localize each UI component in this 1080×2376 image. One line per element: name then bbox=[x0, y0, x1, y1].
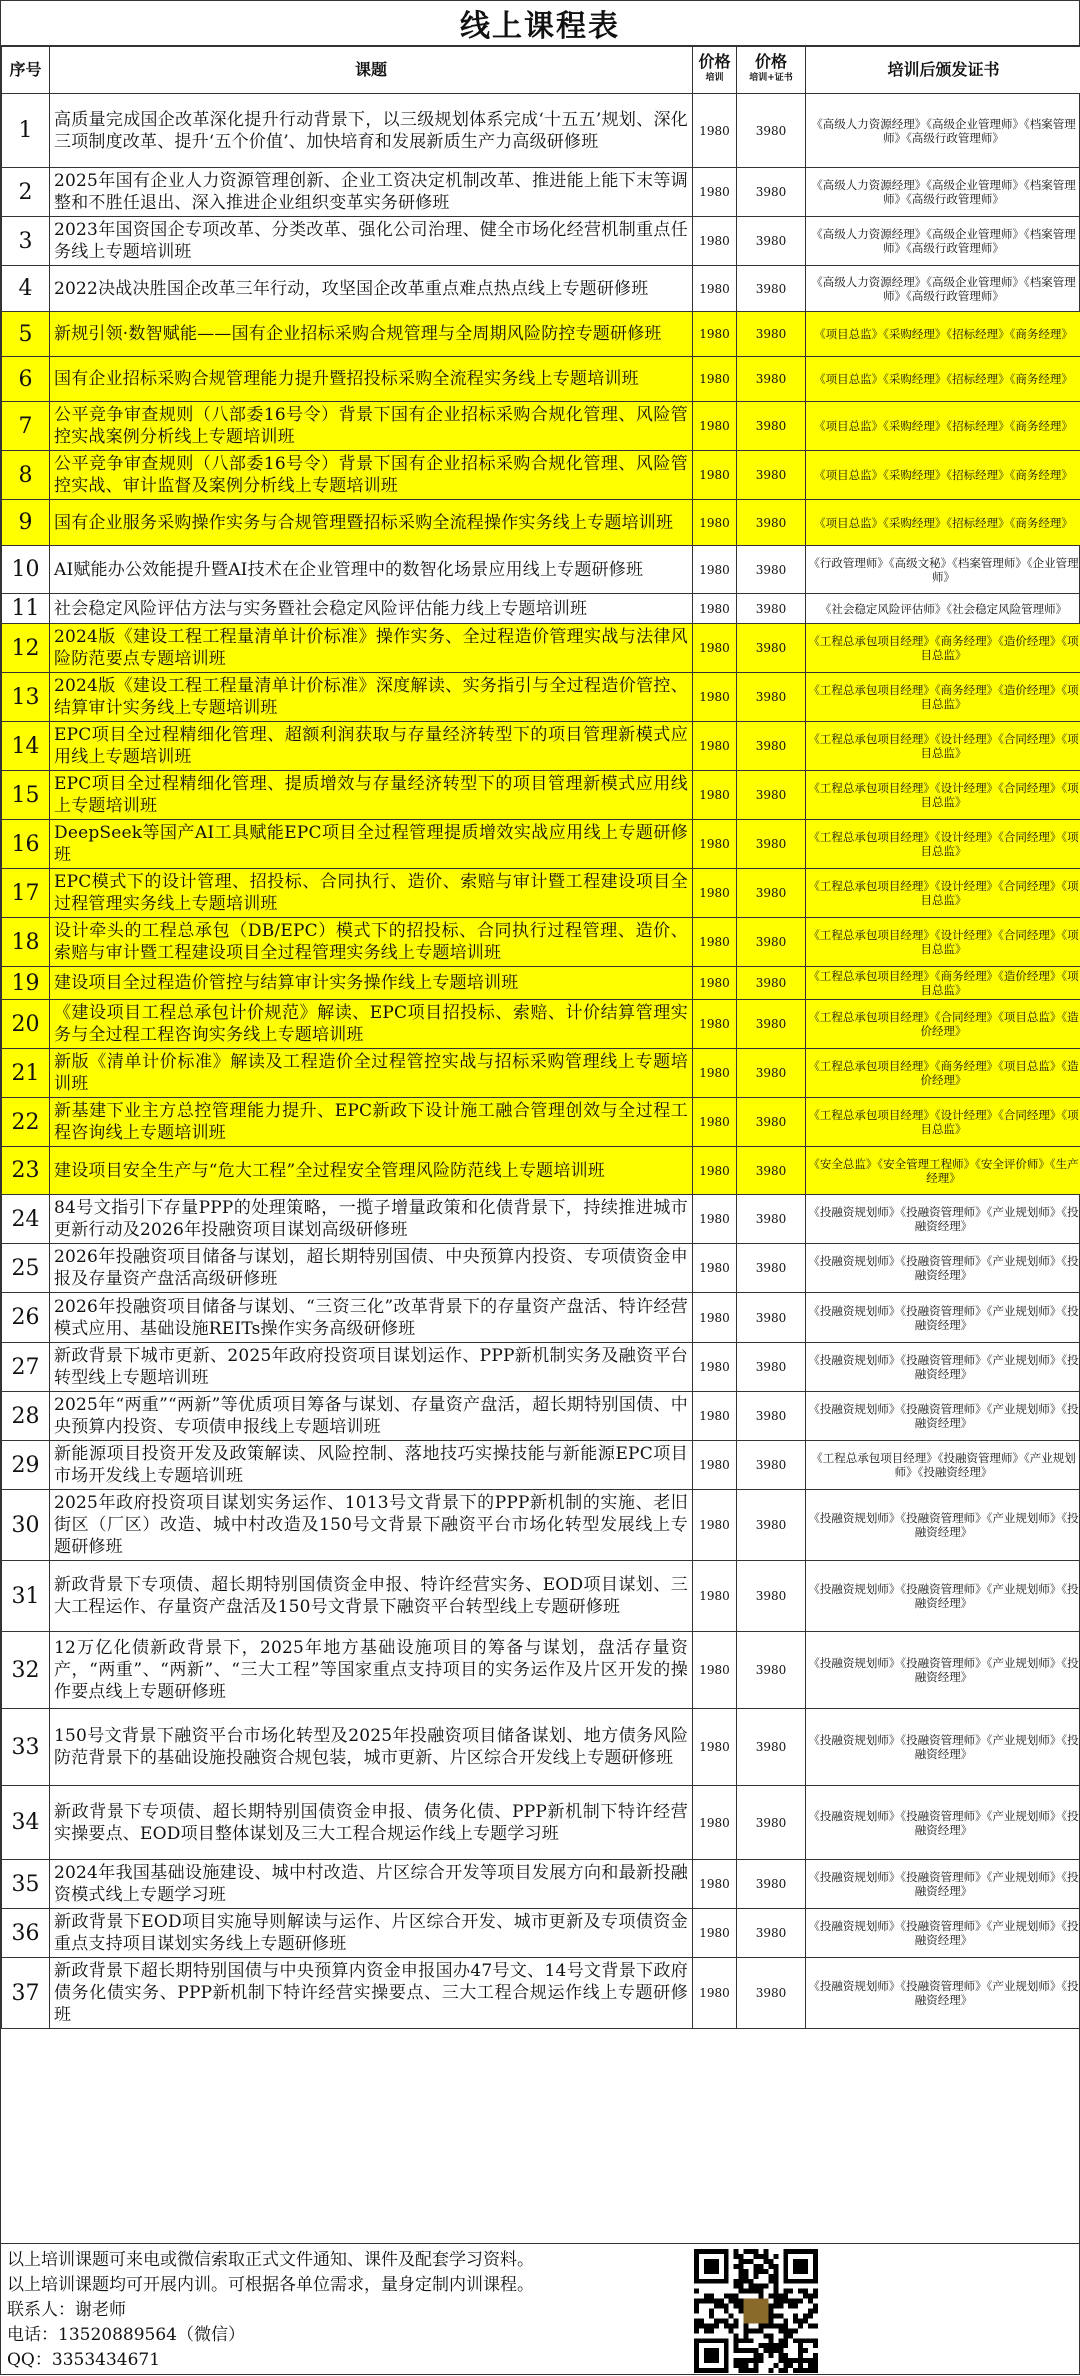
certificates: 《高级人力资源经理》《高级企业管理师》《档案管理师》《高级行政管理师》 bbox=[806, 266, 1080, 312]
certificates: 《投融资规划师》《投融资管理师》《产业规划师》《投融资经理》 bbox=[806, 1392, 1080, 1441]
table-row bbox=[2, 546, 1080, 594]
price-training: 1980 bbox=[693, 722, 737, 771]
certificates: 《工程总承包项目经理》《投融资管理师》《产业规划师》《投融资经理》 bbox=[806, 1441, 1080, 1490]
table-row bbox=[2, 1441, 1080, 1490]
row-number: 33 bbox=[2, 1709, 50, 1786]
certificates: 《工程总承包项目经理》《设计经理》《合同经理》《项目总监》 bbox=[806, 771, 1080, 820]
course-title: 新政背景下城市更新、2025年政府投资项目谋划运作、PPP新机制实务及融资平台转型线上专题培训班 bbox=[50, 1343, 693, 1392]
course-title: EPC模式下的设计管理、招投标、合同执行、造价、索赔与审计暨工程建设项目全过程管理实务线上专题培训班 bbox=[50, 869, 693, 918]
price-training: 1980 bbox=[693, 820, 737, 869]
row-number: 11 bbox=[2, 594, 50, 624]
row-number: 23 bbox=[2, 1147, 50, 1195]
course-title: 2024版《建设工程工程量清单计价标准》操作实务、全过程造价管理实战与法律风险防范要点专题培训班 bbox=[50, 624, 693, 673]
certificates: 《社会稳定风险评估师》《社会稳定风险管理师》 bbox=[806, 594, 1080, 624]
row-number: 37 bbox=[2, 1958, 50, 2029]
table-row bbox=[2, 1147, 1080, 1195]
course-title: 2022决战决胜国企改革三年行动，攻坚国企改革重点难点热点线上专题研修班 bbox=[50, 266, 693, 312]
price-with-cert: 3980 bbox=[737, 546, 806, 594]
table-row bbox=[2, 594, 1080, 624]
table-row bbox=[2, 94, 1080, 168]
header-price-cert-label: 价格 bbox=[755, 52, 787, 71]
certificates: 《项目总监》《采购经理》《招标经理》《商务经理》 bbox=[806, 500, 1080, 546]
price-training: 1980 bbox=[693, 217, 737, 266]
certificates: 《投融资规划师》《投融资管理师》《产业规划师》《投融资经理》 bbox=[806, 1860, 1080, 1909]
certificates: 《工程总承包项目经理》《商务经理》《项目总监》《造价经理》 bbox=[806, 1049, 1080, 1098]
certificates: 《工程总承包项目经理》《商务经理》《造价经理》《项目总监》 bbox=[806, 967, 1080, 1000]
certificates: 《项目总监》《采购经理》《招标经理》《商务经理》 bbox=[806, 357, 1080, 402]
table-row bbox=[2, 451, 1080, 500]
price-with-cert: 3980 bbox=[737, 1098, 806, 1147]
certificates: 《投融资规划师》《投融资管理师》《产业规划师》《投融资经理》 bbox=[806, 1244, 1080, 1293]
table-row bbox=[2, 967, 1080, 1000]
certificates: 《项目总监》《采购经理》《招标经理》《商务经理》 bbox=[806, 451, 1080, 500]
row-number: 36 bbox=[2, 1909, 50, 1958]
table-row bbox=[2, 1049, 1080, 1098]
certificates: 《工程总承包项目经理》《设计经理》《合同经理》《项目总监》 bbox=[806, 820, 1080, 869]
certificates: 《工程总承包项目经理》《合同经理》《项目总监》《造价经理》 bbox=[806, 1000, 1080, 1049]
price-training: 1980 bbox=[693, 594, 737, 624]
price-training: 1980 bbox=[693, 673, 737, 722]
row-number: 6 bbox=[2, 357, 50, 402]
course-title: 新政背景下超长期特别国债与中央预算内资金申报国办47号文、14号文背景下政府债务化债实务、PPP新机制下特许经营实操要点、三大工程合规运作线上专题研修班 bbox=[50, 1958, 693, 2029]
course-title: 新基建下业主方总控管理能力提升、EPC新政下设计施工融合管理创效与全过程工程咨询线上专题培训班 bbox=[50, 1098, 693, 1147]
price-training: 1980 bbox=[693, 94, 737, 168]
row-number: 19 bbox=[2, 967, 50, 1000]
course-title: 建设项目全过程造价管控与结算审计实务操作线上专题培训班 bbox=[50, 967, 693, 1000]
price-with-cert: 3980 bbox=[737, 312, 806, 357]
course-title: 新版《清单计价标准》解读及工程造价全过程管控实战与招标采购管理线上专题培训班 bbox=[50, 1049, 693, 1098]
footer-line-materials: 以上培训课题可来电或微信索取正式文件通知、课件及配套学习资料。 bbox=[7, 2248, 534, 2273]
price-with-cert: 3980 bbox=[737, 1909, 806, 1958]
table-row bbox=[2, 918, 1080, 967]
row-number: 8 bbox=[2, 451, 50, 500]
price-training: 1980 bbox=[693, 1392, 737, 1441]
header-price-training-sub: 培训 bbox=[693, 70, 736, 86]
table-row bbox=[2, 402, 1080, 451]
course-title: 新政背景下专项债、超长期特别国债资金申报、债务化债、PPP新机制下特许经营实操要点、EOD项目整体谋划及三大工程合规运作线上专题学习班 bbox=[50, 1786, 693, 1860]
price-training: 1980 bbox=[693, 1860, 737, 1909]
table-row bbox=[2, 266, 1080, 312]
row-number: 34 bbox=[2, 1786, 50, 1860]
price-training: 1980 bbox=[693, 1293, 737, 1343]
table-row bbox=[2, 500, 1080, 546]
certificates: 《投融资规划师》《投融资管理师》《产业规划师》《投融资经理》 bbox=[806, 1786, 1080, 1860]
price-with-cert: 3980 bbox=[737, 1561, 806, 1632]
table-row bbox=[2, 1392, 1080, 1441]
certificates: 《工程总承包项目经理》《商务经理》《造价经理》《项目总监》 bbox=[806, 673, 1080, 722]
certificates: 《项目总监》《采购经理》《招标经理》《商务经理》 bbox=[806, 402, 1080, 451]
price-with-cert: 3980 bbox=[737, 1147, 806, 1195]
row-number: 3 bbox=[2, 217, 50, 266]
course-title: EPC项目全过程精细化管理、提质增效与存量经济转型下的项目管理新模式应用线上专题培训班 bbox=[50, 771, 693, 820]
footer-line-inhouse: 以上培训课题均可开展内训。可根据各单位需求，量身定制内训课程。 bbox=[7, 2273, 534, 2298]
course-title: 2024年我国基础设施建设、城中村改造、片区综合开发等项目发展方向和最新投融资模式线上专题学习班 bbox=[50, 1860, 693, 1909]
header-price-training-label: 价格 bbox=[698, 52, 730, 71]
row-number: 10 bbox=[2, 546, 50, 594]
price-with-cert: 3980 bbox=[737, 624, 806, 673]
course-title: DeepSeek等国产AI工具赋能EPC项目全过程管理提质增效实战应用线上专题研修班 bbox=[50, 820, 693, 869]
certificates: 《高级人力资源经理》《高级企业管理师》《档案管理师》《高级行政管理师》 bbox=[806, 94, 1080, 168]
footer-line-qq: QQ：3353434671 bbox=[7, 2348, 534, 2373]
certificates: 《投融资规划师》《投融资管理师》《产业规划师》《投融资经理》 bbox=[806, 1709, 1080, 1786]
price-training: 1980 bbox=[693, 1195, 737, 1244]
certificates: 《行政管理师》《高级文秘》《档案管理师》《企业管理师》 bbox=[806, 546, 1080, 594]
course-title: 建设项目安全生产与“危大工程”全过程安全管理风险防范线上专题培训班 bbox=[50, 1147, 693, 1195]
row-number: 2 bbox=[2, 168, 50, 217]
table-row bbox=[2, 1958, 1080, 2029]
row-number: 12 bbox=[2, 624, 50, 673]
course-title: 社会稳定风险评估方法与实务暨社会稳定风险评估能力线上专题培训班 bbox=[50, 594, 693, 624]
price-with-cert: 3980 bbox=[737, 594, 806, 624]
certificates: 《安全总监》《安全管理工程师》《安全评价师》《生产经理》 bbox=[806, 1147, 1080, 1195]
price-training: 1980 bbox=[693, 546, 737, 594]
table-row bbox=[2, 624, 1080, 673]
price-with-cert: 3980 bbox=[737, 1049, 806, 1098]
course-title: 设计牵头的工程总承包（DB/EPC）模式下的招投标、合同执行过程管理、造价、索赔与审计暨工程建设项目全过程管理实务线上专题培训班 bbox=[50, 918, 693, 967]
header-price-cert-sub: 培训+证书 bbox=[737, 70, 805, 86]
footer-contact bbox=[1, 2243, 1080, 2376]
row-number: 22 bbox=[2, 1098, 50, 1147]
price-training: 1980 bbox=[693, 1786, 737, 1860]
row-number: 5 bbox=[2, 312, 50, 357]
price-training: 1980 bbox=[693, 168, 737, 217]
certificates: 《投融资规划师》《投融资管理师》《产业规划师》《投融资经理》 bbox=[806, 1195, 1080, 1244]
price-with-cert: 3980 bbox=[737, 266, 806, 312]
row-number: 9 bbox=[2, 500, 50, 546]
course-title: 国有企业服务采购操作实务与合规管理暨招标采购全流程操作实务线上专题培训班 bbox=[50, 500, 693, 546]
course-title: 新政背景下EOD项目实施导则解读与运作、片区综合开发、城市更新及专项债资金重点支持项目谋划实务线上专题研修班 bbox=[50, 1909, 693, 1958]
price-training: 1980 bbox=[693, 1147, 737, 1195]
price-with-cert: 3980 bbox=[737, 357, 806, 402]
certificates: 《工程总承包项目经理》《设计经理》《合同经理》《项目总监》 bbox=[806, 869, 1080, 918]
course-title: 新政背景下专项债、超长期特别国债资金申报、特许经营实务、EOD项目谋划、三大工程运作、存量资产盘活及150号文背景下融资平台转型线上专题研修班 bbox=[50, 1561, 693, 1632]
price-training: 1980 bbox=[693, 1632, 737, 1709]
certificates: 《工程总承包项目经理》《设计经理》《合同经理》《项目总监》 bbox=[806, 722, 1080, 771]
course-title: 2025年政府投资项目谋划实务运作、1013号文背景下的PPP新机制的实施、老旧街区（厂区）改造、城中村改造及150号文背景下融资平台市场化转型发展线上专题研修班 bbox=[50, 1490, 693, 1561]
table-header-row bbox=[2, 47, 1080, 94]
footer-line-phone: 电话：13520889564（微信） bbox=[7, 2323, 534, 2348]
price-with-cert: 3980 bbox=[737, 168, 806, 217]
table-row bbox=[2, 168, 1080, 217]
row-number: 13 bbox=[2, 673, 50, 722]
page-title: 线上课程表 bbox=[1, 1, 1079, 46]
certificates: 《投融资规划师》《投融资管理师》《产业规划师》《投融资经理》 bbox=[806, 1909, 1080, 1958]
price-training: 1980 bbox=[693, 1098, 737, 1147]
table-row bbox=[2, 771, 1080, 820]
price-training: 1980 bbox=[693, 451, 737, 500]
row-number: 18 bbox=[2, 918, 50, 967]
course-title: 150号文背景下融资平台市场化转型及2025年投融资项目储备谋划、地方债务风险防范背景下的基础设施投融资合规包装，城市更新、片区综合开发线上专题研修班 bbox=[50, 1709, 693, 1786]
price-training: 1980 bbox=[693, 1909, 737, 1958]
certificates: 《工程总承包项目经理》《设计经理》《合同经理》《项目总监》 bbox=[806, 918, 1080, 967]
course-title: 公平竞争审查规则（八部委16号令）背景下国有企业招标采购合规化管理、风险管控实战、审计监督及案例分析线上专题培训班 bbox=[50, 451, 693, 500]
certificates: 《投融资规划师》《投融资管理师》《产业规划师》《投融资经理》 bbox=[806, 1632, 1080, 1709]
course-title: 新能源项目投资开发及政策解读、风险控制、落地技巧实操技能与新能源EPC项目市场开发线上专题培训班 bbox=[50, 1441, 693, 1490]
course-title: 2025年“两重”“两新”等优质项目筹备与谋划、存量资产盘活，超长期特别国债、中央预算内投资、专项债申报线上专题培训班 bbox=[50, 1392, 693, 1441]
price-with-cert: 3980 bbox=[737, 869, 806, 918]
certificates: 《投融资规划师》《投融资管理师》《产业规划师》《投融资经理》 bbox=[806, 1561, 1080, 1632]
row-number: 20 bbox=[2, 1000, 50, 1049]
price-with-cert: 3980 bbox=[737, 1786, 806, 1860]
course-title: EPC项目全过程精细化管理、超额利润获取与存量经济转型下的项目管理新模式应用线上专题培训班 bbox=[50, 722, 693, 771]
row-number: 35 bbox=[2, 1860, 50, 1909]
table-row bbox=[2, 722, 1080, 771]
price-training: 1980 bbox=[693, 402, 737, 451]
table-row bbox=[2, 1561, 1080, 1632]
certificates: 《工程总承包项目经理》《商务经理》《造价经理》《项目总监》 bbox=[806, 624, 1080, 673]
price-with-cert: 3980 bbox=[737, 1343, 806, 1392]
price-training: 1980 bbox=[693, 500, 737, 546]
price-training: 1980 bbox=[693, 357, 737, 402]
header-certificates: 培训后颁发证书 bbox=[806, 47, 1080, 94]
row-number: 25 bbox=[2, 1244, 50, 1293]
row-number: 26 bbox=[2, 1293, 50, 1343]
price-with-cert: 3980 bbox=[737, 722, 806, 771]
price-training: 1980 bbox=[693, 1244, 737, 1293]
certificates: 《项目总监》《采购经理》《招标经理》《商务经理》 bbox=[806, 312, 1080, 357]
table-row bbox=[2, 1098, 1080, 1147]
certificates: 《投融资规划师》《投融资管理师》《产业规划师》《投融资经理》 bbox=[806, 1343, 1080, 1392]
course-title: 2023年国资国企专项改革、分类改革、强化公司治理、健全市场化经营机制重点任务线上专题培训班 bbox=[50, 217, 693, 266]
table-row bbox=[2, 1490, 1080, 1561]
row-number: 17 bbox=[2, 869, 50, 918]
table-row bbox=[2, 1293, 1080, 1343]
row-number: 21 bbox=[2, 1049, 50, 1098]
course-title: 《建设项目工程总承包计价规范》解读、EPC项目招投标、索赔、计价结算管理实务与全过程工程咨询实务线上专题培训班 bbox=[50, 1000, 693, 1049]
course-title: 12万亿化债新政背景下，2025年地方基础设施项目的筹备与谋划，盘活存量资产，“两重”、“两新”、“三大工程”等国家重点支持项目的实务运作及片区开发的操作要点线上专题研修班 bbox=[50, 1632, 693, 1709]
price-with-cert: 3980 bbox=[737, 1244, 806, 1293]
price-training: 1980 bbox=[693, 967, 737, 1000]
price-with-cert: 3980 bbox=[737, 1000, 806, 1049]
price-training: 1980 bbox=[693, 1343, 737, 1392]
price-training: 1980 bbox=[693, 312, 737, 357]
price-with-cert: 3980 bbox=[737, 217, 806, 266]
course-title: 新规引领·数智赋能——国有企业招标采购合规管理与全周期风险防控专题研修班 bbox=[50, 312, 693, 357]
header-name: 课题 bbox=[50, 47, 693, 94]
certificates: 《高级人力资源经理》《高级企业管理师》《档案管理师》《高级行政管理师》 bbox=[806, 217, 1080, 266]
course-title: AI赋能办公效能提升暨AI技术在企业管理中的数智化场景应用线上专题研修班 bbox=[50, 546, 693, 594]
table-row bbox=[2, 1860, 1080, 1909]
course-title: 2024版《建设工程工程量清单计价标准》深度解读、实务指引与全过程造价管控、结算审计实务线上专题培训班 bbox=[50, 673, 693, 722]
certificates: 《工程总承包项目经理》《设计经理》《合同经理》《项目总监》 bbox=[806, 1098, 1080, 1147]
row-number: 27 bbox=[2, 1343, 50, 1392]
price-with-cert: 3980 bbox=[737, 402, 806, 451]
footer-line-contact: 联系人：谢老师 bbox=[7, 2298, 534, 2323]
price-with-cert: 3980 bbox=[737, 500, 806, 546]
table-row bbox=[2, 1909, 1080, 1958]
table-row bbox=[2, 1343, 1080, 1392]
price-with-cert: 3980 bbox=[737, 1441, 806, 1490]
price-with-cert: 3980 bbox=[737, 1958, 806, 2029]
course-title: 2026年投融资项目储备与谋划、“三资三化”改革背景下的存量资产盘活、特许经营模式应用、基础设施REITs操作实务高级研修班 bbox=[50, 1293, 693, 1343]
row-number: 32 bbox=[2, 1632, 50, 1709]
table-row bbox=[2, 217, 1080, 266]
course-title: 高质量完成国企改革深化提升行动背景下，以三级规划体系完成‘十五五’规划、深化三项制度改革、提升‘五个价值’、加快培育和发展新质生产力高级研修班 bbox=[50, 94, 693, 168]
table-row bbox=[2, 1244, 1080, 1293]
table-row bbox=[2, 820, 1080, 869]
course-title: 公平竞争审查规则（八部委16号令）背景下国有企业招标采购合规化管理、风险管控实战案例分析线上专题培训班 bbox=[50, 402, 693, 451]
price-with-cert: 3980 bbox=[737, 1632, 806, 1709]
header-price-cert bbox=[737, 47, 806, 94]
table-row bbox=[2, 1000, 1080, 1049]
row-number: 7 bbox=[2, 402, 50, 451]
certificates: 《投融资规划师》《投融资管理师》《产业规划师》《投融资经理》 bbox=[806, 1490, 1080, 1561]
qr-code-icon bbox=[694, 2249, 818, 2373]
price-training: 1980 bbox=[693, 266, 737, 312]
price-training: 1980 bbox=[693, 1000, 737, 1049]
price-with-cert: 3980 bbox=[737, 673, 806, 722]
price-training: 1980 bbox=[693, 1709, 737, 1786]
price-with-cert: 3980 bbox=[737, 1709, 806, 1786]
row-number: 14 bbox=[2, 722, 50, 771]
table-row bbox=[2, 1786, 1080, 1860]
price-with-cert: 3980 bbox=[737, 1860, 806, 1909]
price-training: 1980 bbox=[693, 1561, 737, 1632]
header-price-training bbox=[693, 47, 737, 94]
row-number: 24 bbox=[2, 1195, 50, 1244]
price-training: 1980 bbox=[693, 869, 737, 918]
table-row bbox=[2, 869, 1080, 918]
row-number: 1 bbox=[2, 94, 50, 168]
course-title: 2026年投融资项目储备与谋划，超长期特别国债、中央预算内投资、专项债资金申报及存量资产盘活高级研修班 bbox=[50, 1244, 693, 1293]
price-with-cert: 3980 bbox=[737, 820, 806, 869]
price-training: 1980 bbox=[693, 1490, 737, 1561]
table-row bbox=[2, 1709, 1080, 1786]
price-training: 1980 bbox=[693, 1049, 737, 1098]
price-with-cert: 3980 bbox=[737, 1195, 806, 1244]
row-number: 28 bbox=[2, 1392, 50, 1441]
price-training: 1980 bbox=[693, 771, 737, 820]
price-training: 1980 bbox=[693, 1441, 737, 1490]
row-number: 29 bbox=[2, 1441, 50, 1490]
certificates: 《投融资规划师》《投融资管理师》《产业规划师》《投融资经理》 bbox=[806, 1293, 1080, 1343]
price-training: 1980 bbox=[693, 1958, 737, 2029]
row-number: 15 bbox=[2, 771, 50, 820]
price-with-cert: 3980 bbox=[737, 967, 806, 1000]
price-with-cert: 3980 bbox=[737, 1490, 806, 1561]
price-with-cert: 3980 bbox=[737, 771, 806, 820]
table-row bbox=[2, 673, 1080, 722]
price-training: 1980 bbox=[693, 918, 737, 967]
row-number: 4 bbox=[2, 266, 50, 312]
table-row bbox=[2, 1195, 1080, 1244]
course-title: 84号文指引下存量PPP的处理策略，一揽子增量政策和化债背景下，持续推进城市更新行动及2026年投融资项目谋划高级研修班 bbox=[50, 1195, 693, 1244]
price-with-cert: 3980 bbox=[737, 94, 806, 168]
price-training: 1980 bbox=[693, 624, 737, 673]
table-row bbox=[2, 312, 1080, 357]
price-with-cert: 3980 bbox=[737, 918, 806, 967]
price-with-cert: 3980 bbox=[737, 1392, 806, 1441]
price-with-cert: 3980 bbox=[737, 451, 806, 500]
course-table bbox=[1, 46, 1080, 2029]
row-number: 16 bbox=[2, 820, 50, 869]
header-no: 序号 bbox=[2, 47, 50, 94]
table-row bbox=[2, 1632, 1080, 1709]
certificates: 《投融资规划师》《投融资管理师》《产业规划师》《投融资经理》 bbox=[806, 1958, 1080, 2029]
row-number: 30 bbox=[2, 1490, 50, 1561]
certificates: 《高级人力资源经理》《高级企业管理师》《档案管理师》《高级行政管理师》 bbox=[806, 168, 1080, 217]
price-with-cert: 3980 bbox=[737, 1293, 806, 1343]
table-row bbox=[2, 357, 1080, 402]
course-title: 国有企业招标采购合规管理能力提升暨招投标采购全流程实务线上专题培训班 bbox=[50, 357, 693, 402]
row-number: 31 bbox=[2, 1561, 50, 1632]
course-title: 2025年国有企业人力资源管理创新、企业工资决定机制改革、推进能上能下末等调整和不胜任退出、深入推进企业组织变革实务研修班 bbox=[50, 168, 693, 217]
